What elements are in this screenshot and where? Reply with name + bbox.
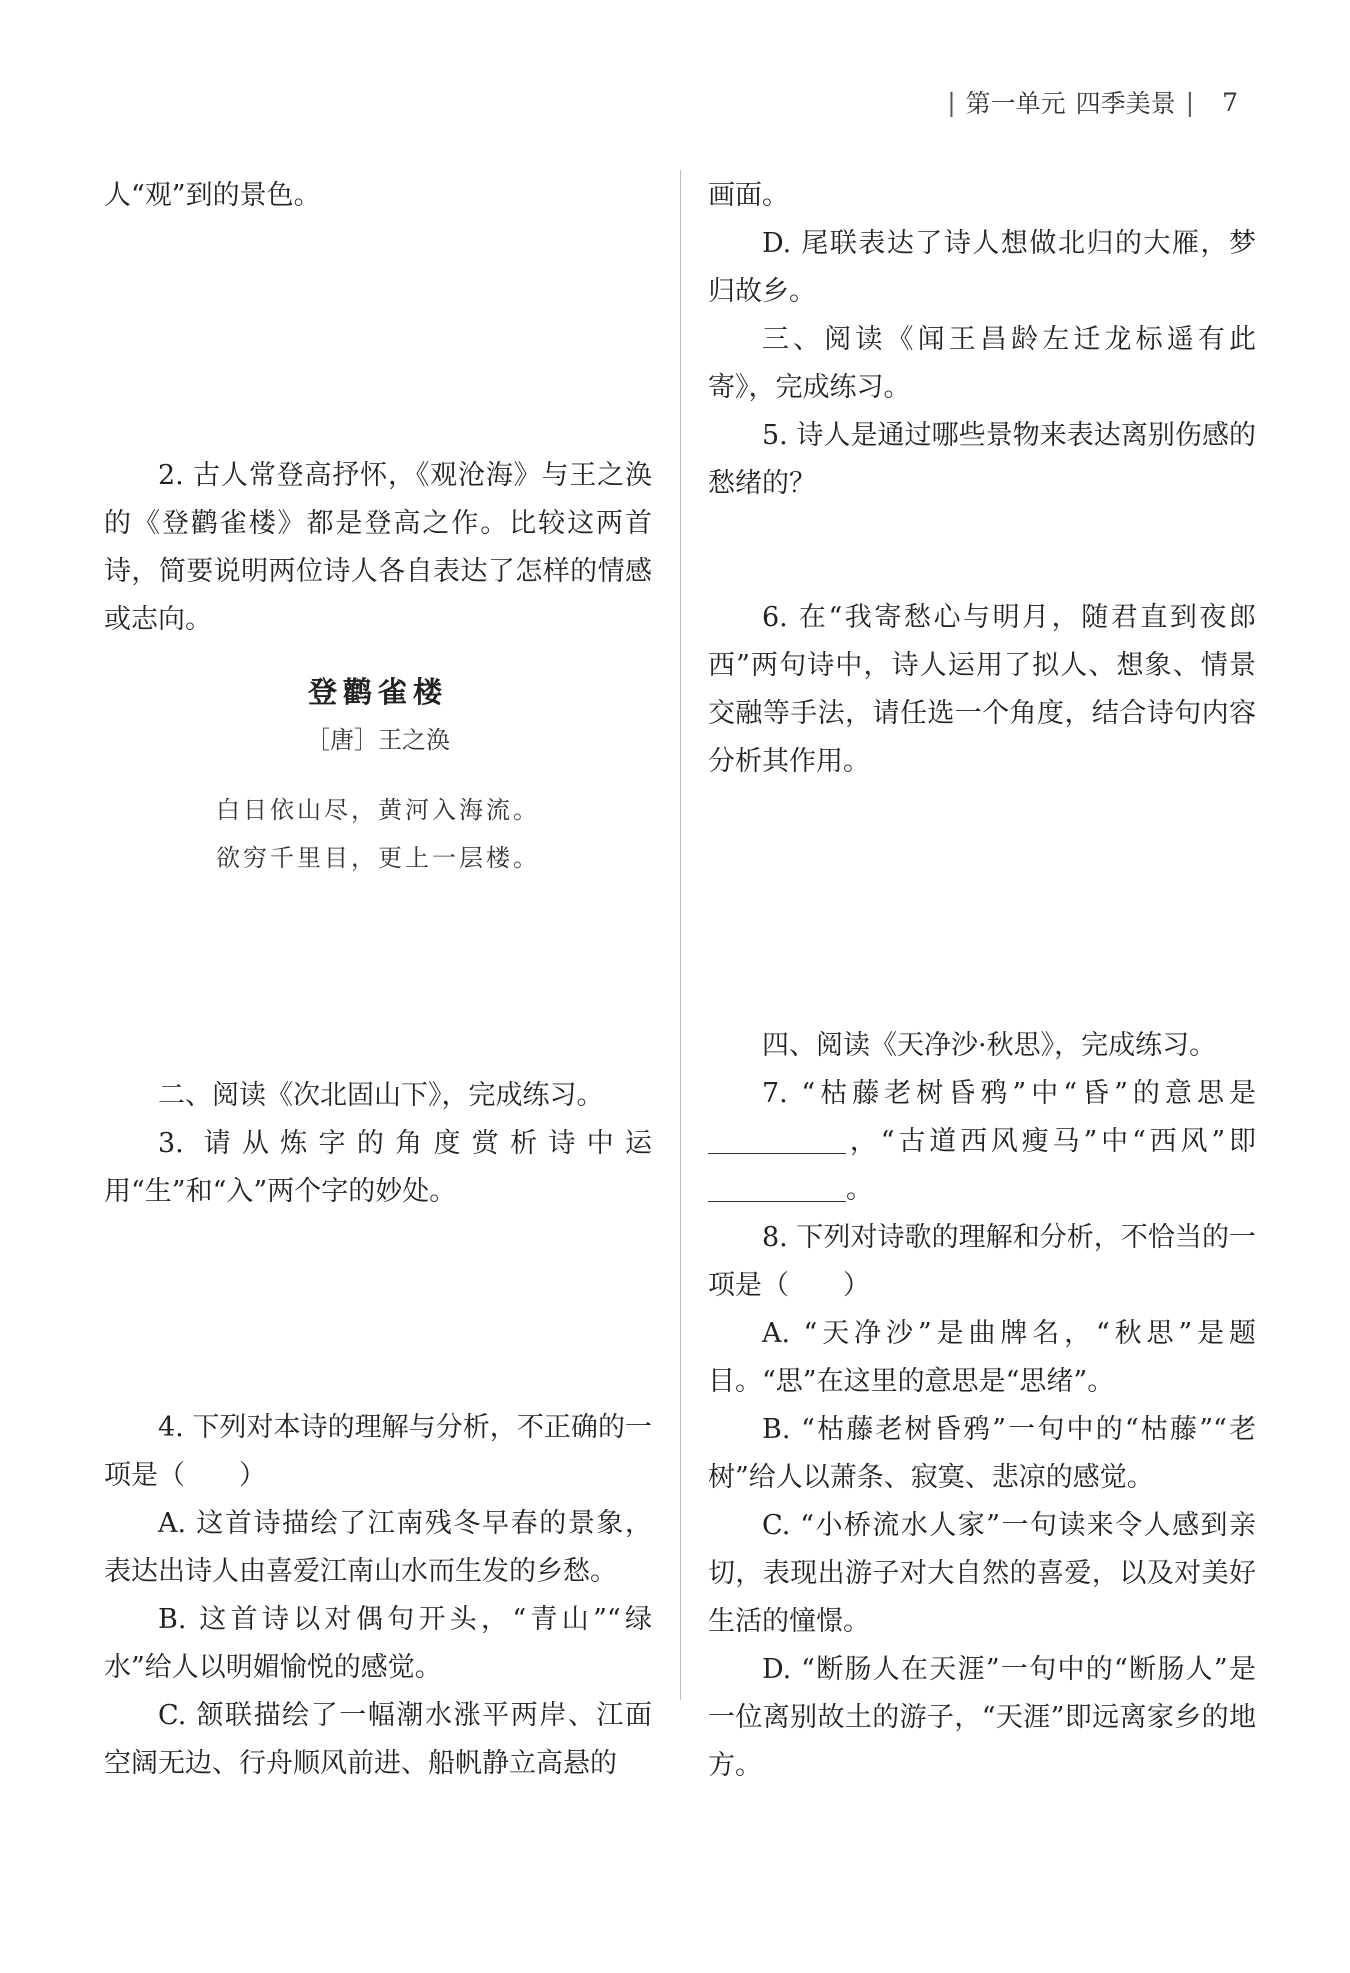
question-7-part-3: 。: [846, 1174, 873, 1205]
unit-title: 四季美景: [1075, 89, 1176, 118]
question-7-part-2: ，“古道西风瘦马”中“西风”即: [846, 1126, 1256, 1157]
question-4-option-c: C. 颔联描绘了一幅潮水涨平两岸、江面空阔无边、行舟顺风前进、船帆静立高悬的: [104, 1700, 652, 1779]
header-separator: |: [947, 87, 956, 117]
header-separator: |: [1185, 87, 1195, 117]
question-3: 3. 请从炼字的角度赏析诗中运用“生”和“入”两个字的妙处。: [104, 1128, 652, 1207]
poem-author: ［唐］王之涣: [306, 726, 450, 754]
question-7-part-1: 7. “枯藤老树昏鸦”中“昏”的意思是: [762, 1078, 1256, 1109]
question-7: [708, 1070, 1256, 1214]
question-8-option-c: C. “小桥流水人家”一句读来令人感到亲切，表现出游子对大自然的喜爱，以及对美好生活的憧憬。: [708, 1510, 1256, 1637]
question-6: 6. 在“我寄愁心与明月，随君直到夜郎西”两句诗中，诗人运用了拟人、想象、情景交融等手法，请任选一个角度，结合诗句内容分析其作用。: [708, 602, 1256, 777]
question-4-option-a: A. 这首诗描绘了江南残冬早春的景象，表达出诗人由喜爱江南山水而生发的乡愁。: [104, 1508, 652, 1587]
section-3-heading: 三、阅读《闻王昌龄左迁龙标遥有此寄》，完成练习。: [708, 324, 1256, 403]
column-divider: [680, 170, 681, 1700]
question-4-option-b: B. 这首诗以对偶句开头，“青山”“绿水”给人以明媚愉悦的感觉。: [104, 1604, 652, 1683]
page-header: [947, 84, 1238, 120]
poem-title: 登鹳雀楼: [307, 675, 448, 709]
section-2-heading: 二、阅读《次北固山下》，完成练习。: [158, 1080, 604, 1111]
poem-line-1: 白日依山尽，黄河入海流。: [216, 796, 540, 824]
question-8-option-a: A. “天净沙”是曲牌名，“秋思”是题目。“思”在这里的意思是“思绪”。: [708, 1318, 1256, 1397]
answer-blank[interactable]: [708, 1171, 846, 1202]
question-8-option-b: B. “枯藤老树昏鸦”一句中的“枯藤”“老树”给人以萧条、寂寞、悲凉的感觉。: [708, 1414, 1256, 1493]
page-number: 7: [1222, 87, 1238, 117]
question-4: 4. 下列对本诗的理解与分析，不正确的一项是（ ）: [104, 1412, 652, 1491]
question-8-option-d: D. “断肠人在天涯”一句中的“断肠人”是一位离别故土的游子，“天涯”即远离家乡的地方。: [708, 1654, 1256, 1781]
continued-text: 画面。: [708, 180, 789, 211]
continued-text: 人“观”到的景色。: [104, 180, 321, 211]
unit-label: 第一单元: [965, 89, 1066, 118]
section-4-heading: 四、阅读《天净沙·秋思》，完成练习。: [762, 1030, 1217, 1061]
poem-line-2: 欲穷千里目，更上一层楼。: [216, 844, 540, 872]
question-2: 2. 古人常登高抒怀，《观沧海》与王之涣的《登鹳雀楼》都是登高之作。比较这两首诗，简要说明两位诗人各自表达了怎样的情感或志向。: [104, 460, 652, 635]
question-4-option-d: D. 尾联表达了诗人想做北归的大雁，梦归故乡。: [708, 228, 1256, 307]
answer-blank[interactable]: [708, 1123, 846, 1154]
question-8: 8. 下列对诗歌的理解和分析，不恰当的一项是（ ）: [708, 1222, 1256, 1301]
question-5: 5. 诗人是通过哪些景物来表达离别伤感的愁绪的？: [708, 420, 1256, 499]
